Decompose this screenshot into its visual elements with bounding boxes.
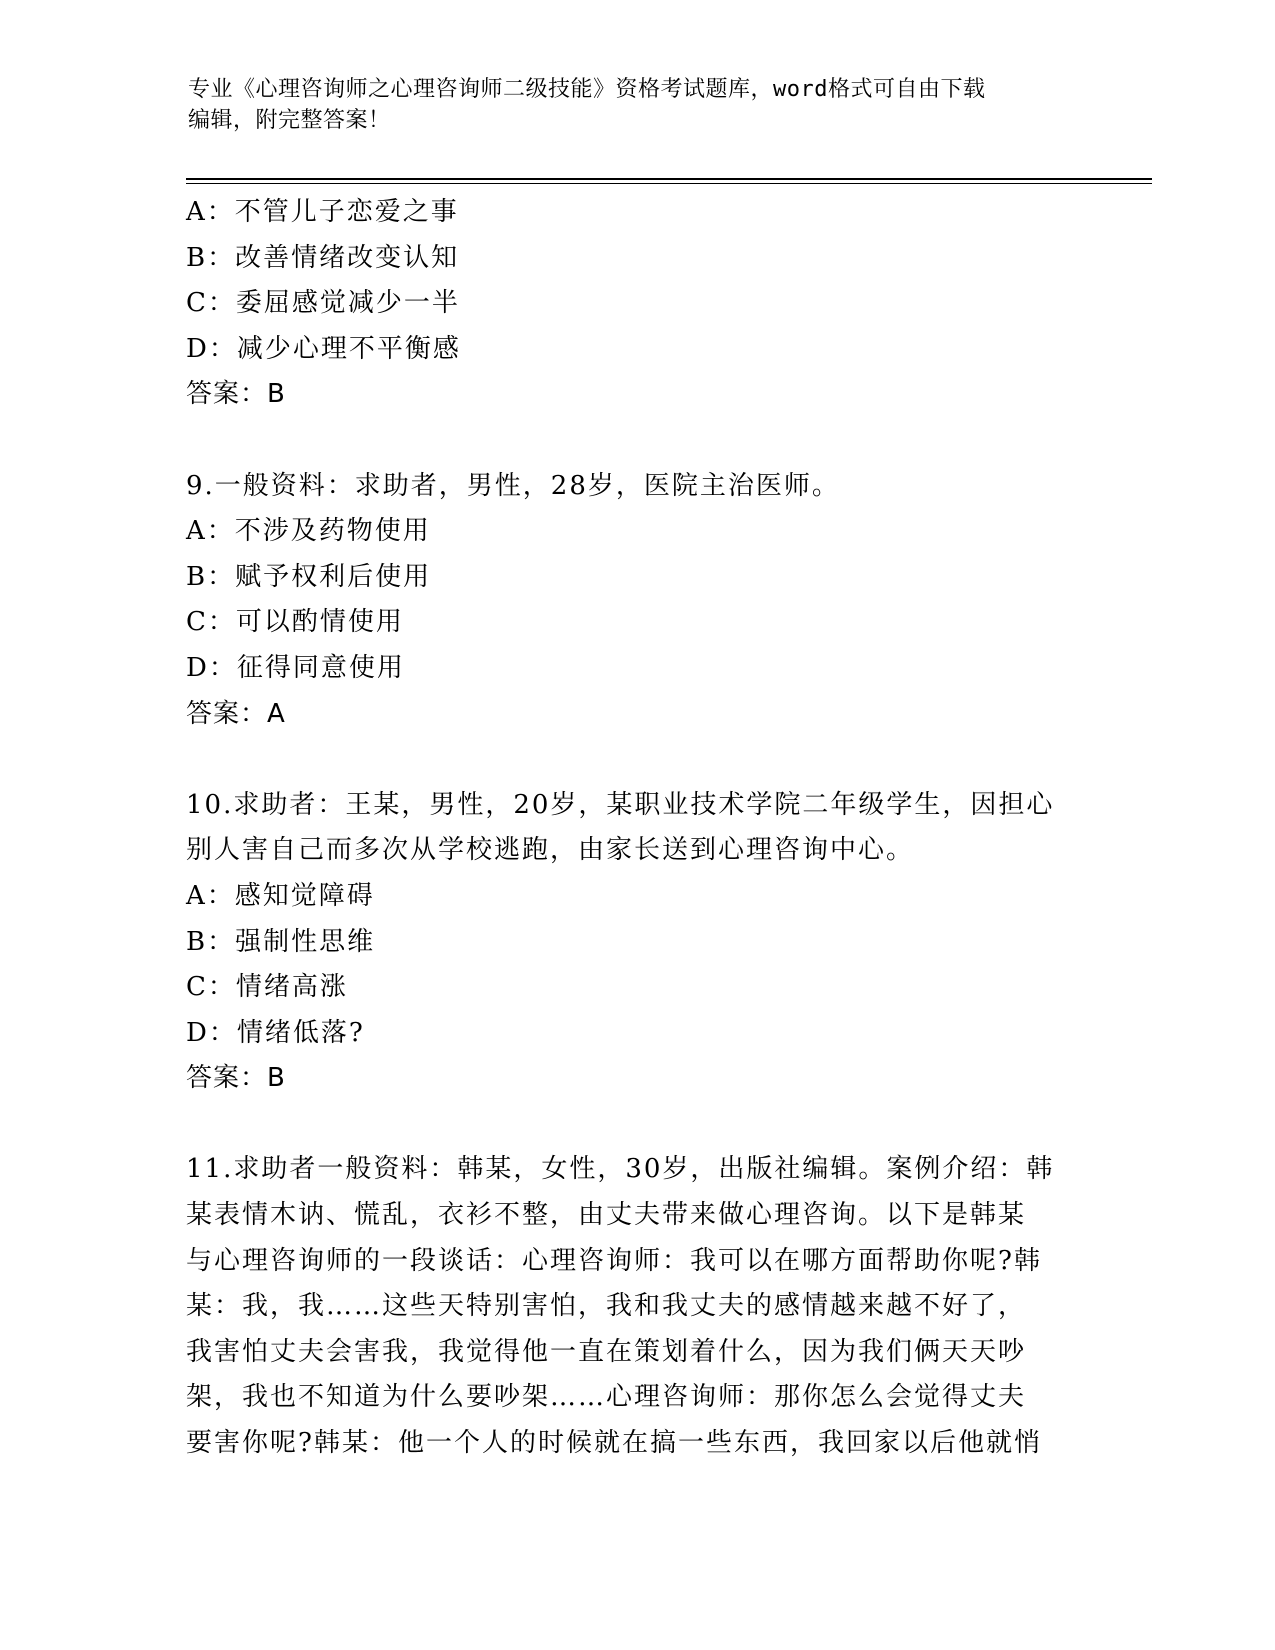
question-11 [186,1147,1086,1466]
option-d: D：情绪低落? [186,1017,365,1048]
question-stem-line: 11.求助者一般资料：韩某，女性，30岁，出版社编辑。案例介绍：韩 [186,1154,1055,1185]
option-c: C：情绪高涨 [186,972,348,1003]
question-stem: 9.一般资料：求助者，男性，28岁，医院主治医师。 [186,470,840,501]
question-10 [186,783,1086,1102]
answer-line: 答案：B [186,379,286,410]
option-a: A：感知觉障碍 [186,880,375,911]
question-stem-line: 我害怕丈夫会害我，我觉得他一直在策划着什么，因为我们俩天天吵 [186,1336,1027,1367]
question-stem-line: 某表情木讷、慌乱，衣衫不整，由丈夫带来做心理咨询。以下是韩某 [186,1200,1027,1231]
header-divider-thin [186,183,1152,184]
option-c: C：可以酌情使用 [186,607,404,638]
question-stem-line: 架，我也不知道为什么要吵架……心理咨询师：那你怎么会觉得丈夫 [186,1382,1027,1413]
question-stem-line: 别人害自己而多次从学校逃跑，由家长送到心理咨询中心。 [186,835,915,866]
option-c: C：委屈感觉减少一半 [186,288,460,319]
option-b: B：改善情绪改变认知 [186,242,460,273]
option-d: D：征得同意使用 [186,652,405,683]
header-divider-thick [186,178,1152,180]
question-stem-line: 与心理咨询师的一段谈话：心理咨询师：我可以在哪方面帮助你呢?韩 [186,1245,1042,1276]
question-8 [186,190,1086,418]
document-header [188,74,1068,136]
spacer [186,418,1086,464]
question-list [186,190,1086,1467]
question-9 [186,464,1086,738]
spacer [186,1102,1086,1148]
option-b: B：赋予权利后使用 [186,561,432,592]
question-stem-line: 要害你呢?韩某：他一个人的时候就在搞一些东西，我回家以后他就悄 [186,1428,1042,1459]
header-line-2: 编辑，附完整答案！ [188,108,391,133]
option-b: B：强制性思维 [186,926,376,957]
spacer [186,737,1086,783]
option-d: D：减少心理不平衡感 [186,333,461,364]
option-a: A：不涉及药物使用 [186,516,431,547]
answer-line: 答案：A [186,698,286,729]
header-line-1: 专业《心理咨询师之心理咨询师二级技能》资格考试题库，word格式可自由下载 [188,77,986,102]
answer-line: 答案：B [186,1063,286,1094]
option-a: A：不管儿子恋爱之事 [186,197,459,227]
question-stem-line: 10.求助者：王某，男性，20岁，某职业技术学院二年级学生，因担心 [186,789,1055,820]
question-stem-line: 某：我，我……这些天特别害怕，我和我丈夫的感情越来越不好了， [186,1291,1027,1322]
